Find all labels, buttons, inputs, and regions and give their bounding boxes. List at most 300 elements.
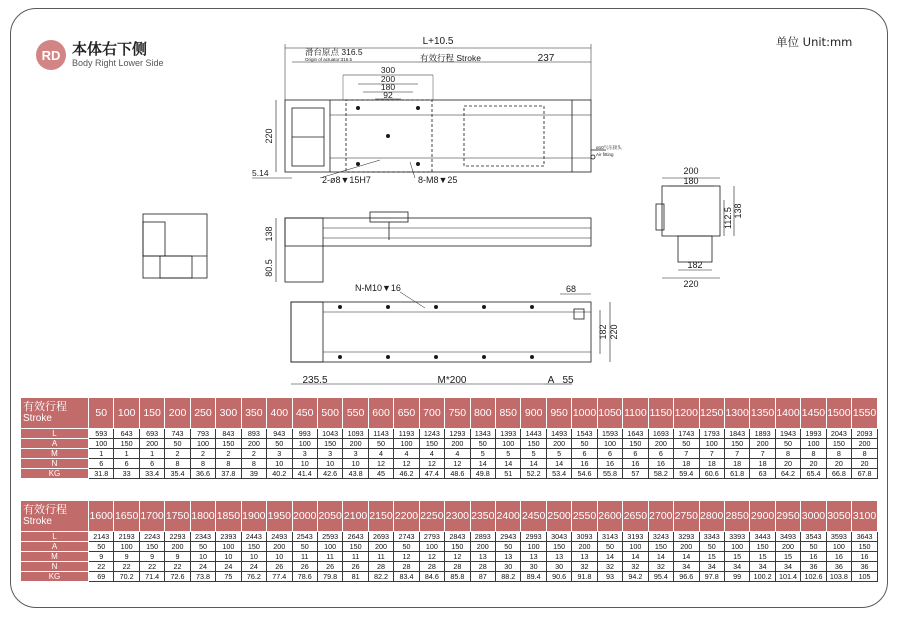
table-cell: 150 xyxy=(216,439,241,449)
table-cell: 33 xyxy=(114,469,139,479)
table-cell: 100 xyxy=(826,542,851,552)
m10-holes-label: N-M10▼16 xyxy=(355,283,401,293)
stroke-value-cell: 2450 xyxy=(521,501,546,532)
table-cell: 16 xyxy=(801,552,826,562)
dim-180-label: 180 xyxy=(380,82,396,92)
table-cell: 8 xyxy=(190,459,215,469)
table-cell: 85.8 xyxy=(445,572,470,582)
table-cell: 10 xyxy=(267,552,292,562)
stroke-value-cell: 1650 xyxy=(114,501,139,532)
table-cell: 150 xyxy=(546,542,571,552)
table-cell: 26 xyxy=(317,562,342,572)
mount-hole xyxy=(386,134,389,137)
table-cell: 9 xyxy=(139,552,164,562)
table-cell: 83.4 xyxy=(394,572,419,582)
table-cell: 81 xyxy=(343,572,368,582)
table-cell: 150 xyxy=(750,542,775,552)
table-cell: 18 xyxy=(699,459,724,469)
table-cell: 100 xyxy=(394,439,419,449)
table-cell: 36.6 xyxy=(190,469,215,479)
table-cell: 20 xyxy=(852,459,878,469)
table-cell: 26 xyxy=(343,562,368,572)
table-cell: 14 xyxy=(674,552,699,562)
air-fitting-cn-label: ø10气压接头 xyxy=(596,145,622,150)
table-cell: 7 xyxy=(674,449,699,459)
table-cell: 20 xyxy=(775,459,800,469)
table-cell: 99 xyxy=(724,572,749,582)
table-cell: 88.2 xyxy=(496,572,521,582)
dim-220-label: 220 xyxy=(264,128,274,144)
table-cell: 3 xyxy=(317,449,342,459)
row-label-cell: M xyxy=(21,449,89,459)
table-cell: 51 xyxy=(496,469,521,479)
table-cell: 22 xyxy=(139,562,164,572)
stroke-label: 有效行程 Stroke xyxy=(420,53,481,63)
stroke-value-cell: 1400 xyxy=(775,398,800,429)
stroke-value-cell: 1500 xyxy=(826,398,851,429)
table-cell: 84.6 xyxy=(419,572,444,582)
table-cell: 71.4 xyxy=(139,572,164,582)
pin-holes-label: 2-ø8▼15H7 xyxy=(322,175,371,185)
table-cell: 150 xyxy=(623,439,648,449)
table-cell: 45 xyxy=(368,469,393,479)
table-cell: 50 xyxy=(292,542,317,552)
stroke-value-cell: 800 xyxy=(470,398,495,429)
table-cell: 8 xyxy=(852,449,878,459)
table-cell: 3193 xyxy=(623,532,648,542)
table-cell: 1 xyxy=(139,449,164,459)
table-cell: 3543 xyxy=(801,532,826,542)
bottom-view-body xyxy=(291,302,591,362)
table-cell: 65.4 xyxy=(801,469,826,479)
table-cell: 55.8 xyxy=(597,469,622,479)
table-cell: 1293 xyxy=(445,429,470,439)
leader-m8-holes xyxy=(410,162,415,178)
table-cell: 94.2 xyxy=(623,572,648,582)
table-cell: 200 xyxy=(852,439,878,449)
table-cell: 13 xyxy=(521,552,546,562)
table-cell: 16 xyxy=(572,459,597,469)
table-cell: 12 xyxy=(394,459,419,469)
table-cell: 101.4 xyxy=(775,572,800,582)
table-cell: 200 xyxy=(546,439,571,449)
table-cell: 6 xyxy=(597,449,622,459)
table-cell: 150 xyxy=(724,439,749,449)
table-cell: 5 xyxy=(546,449,571,459)
bottom-hole xyxy=(530,305,533,308)
table-cell: 3143 xyxy=(597,532,622,542)
table-cell: 200 xyxy=(445,439,470,449)
table-row xyxy=(21,469,878,479)
table-cell: 10 xyxy=(216,552,241,562)
stroke-value-cell: 1900 xyxy=(241,501,266,532)
stroke-value-cell: 2050 xyxy=(317,501,342,532)
table-cell: 200 xyxy=(343,439,368,449)
table-cell: 1393 xyxy=(496,429,521,439)
table-cell: 150 xyxy=(241,542,266,552)
air-fitting-en-label: Air fitting xyxy=(596,152,614,157)
table-cell: 50 xyxy=(674,439,699,449)
stroke-value-cell: 1850 xyxy=(216,501,241,532)
table-cell: 50 xyxy=(496,542,521,552)
stroke-value-cell: 50 xyxy=(89,398,114,429)
table-cell: 48.6 xyxy=(445,469,470,479)
table-cell: 32 xyxy=(597,562,622,572)
table-cell: 15 xyxy=(750,552,775,562)
table-row xyxy=(21,449,878,459)
table-cell: 34 xyxy=(750,562,775,572)
table-cell: 1343 xyxy=(470,429,495,439)
table-cell: 2 xyxy=(165,449,190,459)
table-cell: 100 xyxy=(292,439,317,449)
table-cell: 893 xyxy=(241,429,266,439)
table-cell: 22 xyxy=(89,562,114,572)
table-cell: 150 xyxy=(343,542,368,552)
table-cell: 4 xyxy=(368,449,393,459)
end-220-label: 220 xyxy=(683,279,699,289)
table-cell: 100 xyxy=(521,542,546,552)
table-row xyxy=(21,439,878,449)
table-cell: 59.4 xyxy=(674,469,699,479)
table-cell: 12 xyxy=(394,552,419,562)
end-180-label: 180 xyxy=(683,176,699,186)
left-end-base xyxy=(160,256,192,278)
table-cell: 200 xyxy=(267,542,292,552)
stroke-value-cell: 2700 xyxy=(648,501,673,532)
table-cell: 61.8 xyxy=(724,469,749,479)
table-cell: 2143 xyxy=(89,532,114,542)
table-cell: 1793 xyxy=(699,429,724,439)
stroke-value-cell: 1000 xyxy=(572,398,597,429)
row-label-cell: N xyxy=(21,562,89,572)
table-cell: 11 xyxy=(317,552,342,562)
table-cell: 79.8 xyxy=(317,572,342,582)
table-cell: 40.2 xyxy=(267,469,292,479)
stroke-value-cell: 2200 xyxy=(394,501,419,532)
table-cell: 76.2 xyxy=(241,572,266,582)
stroke-value-cell: 200 xyxy=(165,398,190,429)
table-cell: 28 xyxy=(470,562,495,572)
bottom-view-motor xyxy=(291,302,323,362)
origin-en-label: Origin of actuator:316.5 xyxy=(305,57,353,62)
dim-92-label: 92 xyxy=(383,90,393,100)
table-cell: 64.2 xyxy=(775,469,800,479)
stroke-value-cell: 550 xyxy=(343,398,368,429)
table-cell: 13 xyxy=(572,552,597,562)
table-cell: 5 xyxy=(470,449,495,459)
table-cell: 743 xyxy=(165,429,190,439)
table-cell: 47.4 xyxy=(419,469,444,479)
table-cell: 58.2 xyxy=(648,469,673,479)
table-cell: 2193 xyxy=(114,532,139,542)
table-cell: 200 xyxy=(674,542,699,552)
side-805-label: 80.5 xyxy=(264,259,274,277)
air-fitting-port xyxy=(591,155,595,159)
page-subtitle: Body Right Lower Side xyxy=(72,58,164,68)
table-cell: 33.4 xyxy=(139,469,164,479)
table-cell: 87 xyxy=(470,572,495,582)
stroke-value-cell: 3000 xyxy=(801,501,826,532)
table-cell: 10 xyxy=(241,552,266,562)
table-cell: 50 xyxy=(267,439,292,449)
table-cell: 2893 xyxy=(470,532,495,542)
table-cell: 8 xyxy=(775,449,800,459)
dim-55-label: 55 xyxy=(562,375,574,386)
table-cell: 993 xyxy=(292,429,317,439)
left-end-body xyxy=(143,214,207,278)
table-cell: 1943 xyxy=(775,429,800,439)
unit-label: 单位 Unit:mm xyxy=(776,35,853,49)
table-cell: 50 xyxy=(394,542,419,552)
table-cell: 14 xyxy=(648,552,673,562)
table-cell: 1643 xyxy=(623,429,648,439)
table-cell: 100 xyxy=(317,542,342,552)
table-cell: 150 xyxy=(826,439,851,449)
table-cell: 20 xyxy=(826,459,851,469)
table-cell: 4 xyxy=(445,449,470,459)
bottom-hole xyxy=(434,305,437,308)
table-row xyxy=(21,429,878,439)
table-cell: 100 xyxy=(89,439,114,449)
table-cell: 50 xyxy=(699,542,724,552)
table-cell: 200 xyxy=(241,439,266,449)
table-cell: 13 xyxy=(546,552,571,562)
end-200-label: 200 xyxy=(683,166,699,176)
table-cell: 7 xyxy=(750,449,775,459)
right-end-fitting xyxy=(656,204,664,230)
table-cell: 2993 xyxy=(521,532,546,542)
table-cell: 7 xyxy=(699,449,724,459)
table-cell: 54.6 xyxy=(572,469,597,479)
table-cell: 2 xyxy=(216,449,241,459)
stroke-spec-table-2 xyxy=(20,500,878,582)
table-cell: 9 xyxy=(114,552,139,562)
left-end-view xyxy=(143,214,207,278)
bottom-end-port xyxy=(574,309,584,319)
table-cell: 2493 xyxy=(267,532,292,542)
table-cell: 42.6 xyxy=(317,469,342,479)
stroke-value-cell: 1250 xyxy=(699,398,724,429)
side-view-body xyxy=(285,218,591,246)
table-cell: 100 xyxy=(190,439,215,449)
table-cell: 16 xyxy=(597,459,622,469)
table-cell: 36 xyxy=(826,562,851,572)
table-cell: 2293 xyxy=(165,532,190,542)
table-cell: 3293 xyxy=(674,532,699,542)
table-cell: 2393 xyxy=(216,532,241,542)
bottom-hole xyxy=(482,355,485,358)
stroke-value-cell: 500 xyxy=(317,398,342,429)
table-cell: 34 xyxy=(775,562,800,572)
table-cell: 15 xyxy=(699,552,724,562)
table-cell: 1493 xyxy=(546,429,571,439)
dim-220b-label: 220 xyxy=(609,324,619,340)
table-cell: 1743 xyxy=(674,429,699,439)
table-cell: 95.4 xyxy=(648,572,673,582)
table-cell: 2793 xyxy=(419,532,444,542)
table-cell: 10 xyxy=(190,552,215,562)
table-cell: 2043 xyxy=(826,429,851,439)
table-cell: 6 xyxy=(623,449,648,459)
stroke-header-cn: 有效行程 xyxy=(23,503,67,516)
table-header-row xyxy=(21,501,878,532)
stroke-value-cell: 2000 xyxy=(292,501,317,532)
stroke-value-cell: 1200 xyxy=(674,398,699,429)
table-cell: 28 xyxy=(419,562,444,572)
table-cell: 35.4 xyxy=(165,469,190,479)
table-cell: 5 xyxy=(496,449,521,459)
row-label-cell: KG xyxy=(21,469,89,479)
table-cell: 200 xyxy=(750,439,775,449)
end-1125-label: 112.5 xyxy=(723,207,733,229)
stroke-value-cell: 1750 xyxy=(165,501,190,532)
table-cell: 24 xyxy=(190,562,215,572)
table-cell: 1893 xyxy=(750,429,775,439)
table-cell: 50 xyxy=(190,542,215,552)
table-cell: 50 xyxy=(89,542,114,552)
bottom-hole xyxy=(386,305,389,308)
table-cell: 200 xyxy=(470,542,495,552)
m8-holes-label: 8-M8▼25 xyxy=(418,175,458,185)
table-cell: 30 xyxy=(496,562,521,572)
table-cell: 150 xyxy=(139,542,164,552)
table-cell: 50 xyxy=(165,439,190,449)
mount-hole xyxy=(356,106,359,109)
table-cell: 943 xyxy=(267,429,292,439)
table-cell: 1843 xyxy=(724,429,749,439)
table-cell: 16 xyxy=(623,459,648,469)
table-cell: 1093 xyxy=(343,429,368,439)
table-cell: 26 xyxy=(267,562,292,572)
table-cell: 16 xyxy=(648,459,673,469)
stroke-header-label xyxy=(21,398,89,429)
table-cell: 26 xyxy=(292,562,317,572)
table-cell: 70.2 xyxy=(114,572,139,582)
bottom-view xyxy=(291,283,619,386)
stroke-value-cell: 1450 xyxy=(801,398,826,429)
table-row xyxy=(21,562,878,572)
side-138-label: 138 xyxy=(264,226,274,242)
table-cell: 793 xyxy=(190,429,215,439)
table-cell: 9 xyxy=(165,552,190,562)
stroke-value-cell: 450 xyxy=(292,398,317,429)
stroke-header-en: Stroke xyxy=(23,516,52,527)
table-cell: 150 xyxy=(419,439,444,449)
table-cell: 105 xyxy=(852,572,878,582)
table-cell: 1993 xyxy=(801,429,826,439)
table-cell: 2693 xyxy=(368,532,393,542)
table-cell: 100 xyxy=(419,542,444,552)
table-cell: 2943 xyxy=(496,532,521,542)
table-cell: 18 xyxy=(724,459,749,469)
stroke-value-cell: 2350 xyxy=(470,501,495,532)
table-cell: 12 xyxy=(368,459,393,469)
table-cell: 46.2 xyxy=(394,469,419,479)
stroke-value-cell: 2400 xyxy=(496,501,521,532)
stroke-value-cell: 700 xyxy=(419,398,444,429)
table-cell: 3593 xyxy=(826,532,851,542)
stroke-value-cell: 2900 xyxy=(750,501,775,532)
table-cell: 73.8 xyxy=(190,572,215,582)
table-cell: 150 xyxy=(445,542,470,552)
mount-hole xyxy=(416,106,419,109)
stroke-value-cell: 2850 xyxy=(724,501,749,532)
table-cell: 12 xyxy=(419,552,444,562)
table-cell: 100 xyxy=(699,439,724,449)
table-cell: 10 xyxy=(317,459,342,469)
table-cell: 1 xyxy=(114,449,139,459)
table-cell: 53.4 xyxy=(546,469,571,479)
table-cell: 78.6 xyxy=(292,572,317,582)
stroke-value-cell: 2950 xyxy=(775,501,800,532)
stroke-value-cell: 300 xyxy=(216,398,241,429)
table-cell: 200 xyxy=(775,542,800,552)
stroke-value-cell: 850 xyxy=(496,398,521,429)
table-cell: 1143 xyxy=(368,429,393,439)
stroke-value-cell: 1700 xyxy=(139,501,164,532)
table-cell: 14 xyxy=(623,552,648,562)
table-cell: 1443 xyxy=(521,429,546,439)
bottom-hole xyxy=(434,355,437,358)
table-cell: 10 xyxy=(292,459,317,469)
table-cell: 200 xyxy=(368,542,393,552)
table-cell: 97.8 xyxy=(699,572,724,582)
table-cell: 1 xyxy=(89,449,114,459)
table-cell: 30 xyxy=(546,562,571,572)
table-cell: 8 xyxy=(801,449,826,459)
front-view xyxy=(252,36,622,185)
stroke-value-cell: 2750 xyxy=(674,501,699,532)
table-cell: 100 xyxy=(801,439,826,449)
table-cell: 2843 xyxy=(445,532,470,542)
table-cell: 8 xyxy=(165,459,190,469)
table-cell: 39 xyxy=(241,469,266,479)
overall-length-label: L+10.5 xyxy=(422,36,454,47)
table-cell: 28 xyxy=(368,562,393,572)
right-end-motor xyxy=(678,236,712,262)
bottom-hole xyxy=(530,355,533,358)
table-cell: 13 xyxy=(470,552,495,562)
table-cell: 100 xyxy=(114,542,139,552)
table-cell: 37.8 xyxy=(216,469,241,479)
leader-m10-holes xyxy=(400,292,425,308)
table-cell: 6 xyxy=(572,449,597,459)
origin-cn-label: 滑台原点 316.5 xyxy=(305,47,363,57)
table-cell: 2643 xyxy=(343,532,368,542)
stroke-value-cell: 2600 xyxy=(597,501,622,532)
table-cell: 63 xyxy=(750,469,775,479)
table-cell: 36 xyxy=(801,562,826,572)
table-cell: 66.8 xyxy=(826,469,851,479)
table-cell: 32 xyxy=(648,562,673,572)
dim-m200-label: M*200 xyxy=(437,375,467,386)
table-cell: 14 xyxy=(470,459,495,469)
table-cell: 15 xyxy=(775,552,800,562)
stroke-value-cell: 1300 xyxy=(724,398,749,429)
table-cell: 6 xyxy=(89,459,114,469)
table-cell: 3443 xyxy=(750,532,775,542)
table-cell: 57 xyxy=(623,469,648,479)
table-cell: 843 xyxy=(216,429,241,439)
table-cell: 1693 xyxy=(648,429,673,439)
table-cell: 90.6 xyxy=(546,572,571,582)
stroke-value-cell: 2150 xyxy=(368,501,393,532)
table-cell: 18 xyxy=(750,459,775,469)
table-cell: 9 xyxy=(89,552,114,562)
stroke-spec-table-1 xyxy=(20,397,878,479)
side-view xyxy=(264,212,591,282)
table-cell: 1543 xyxy=(572,429,597,439)
